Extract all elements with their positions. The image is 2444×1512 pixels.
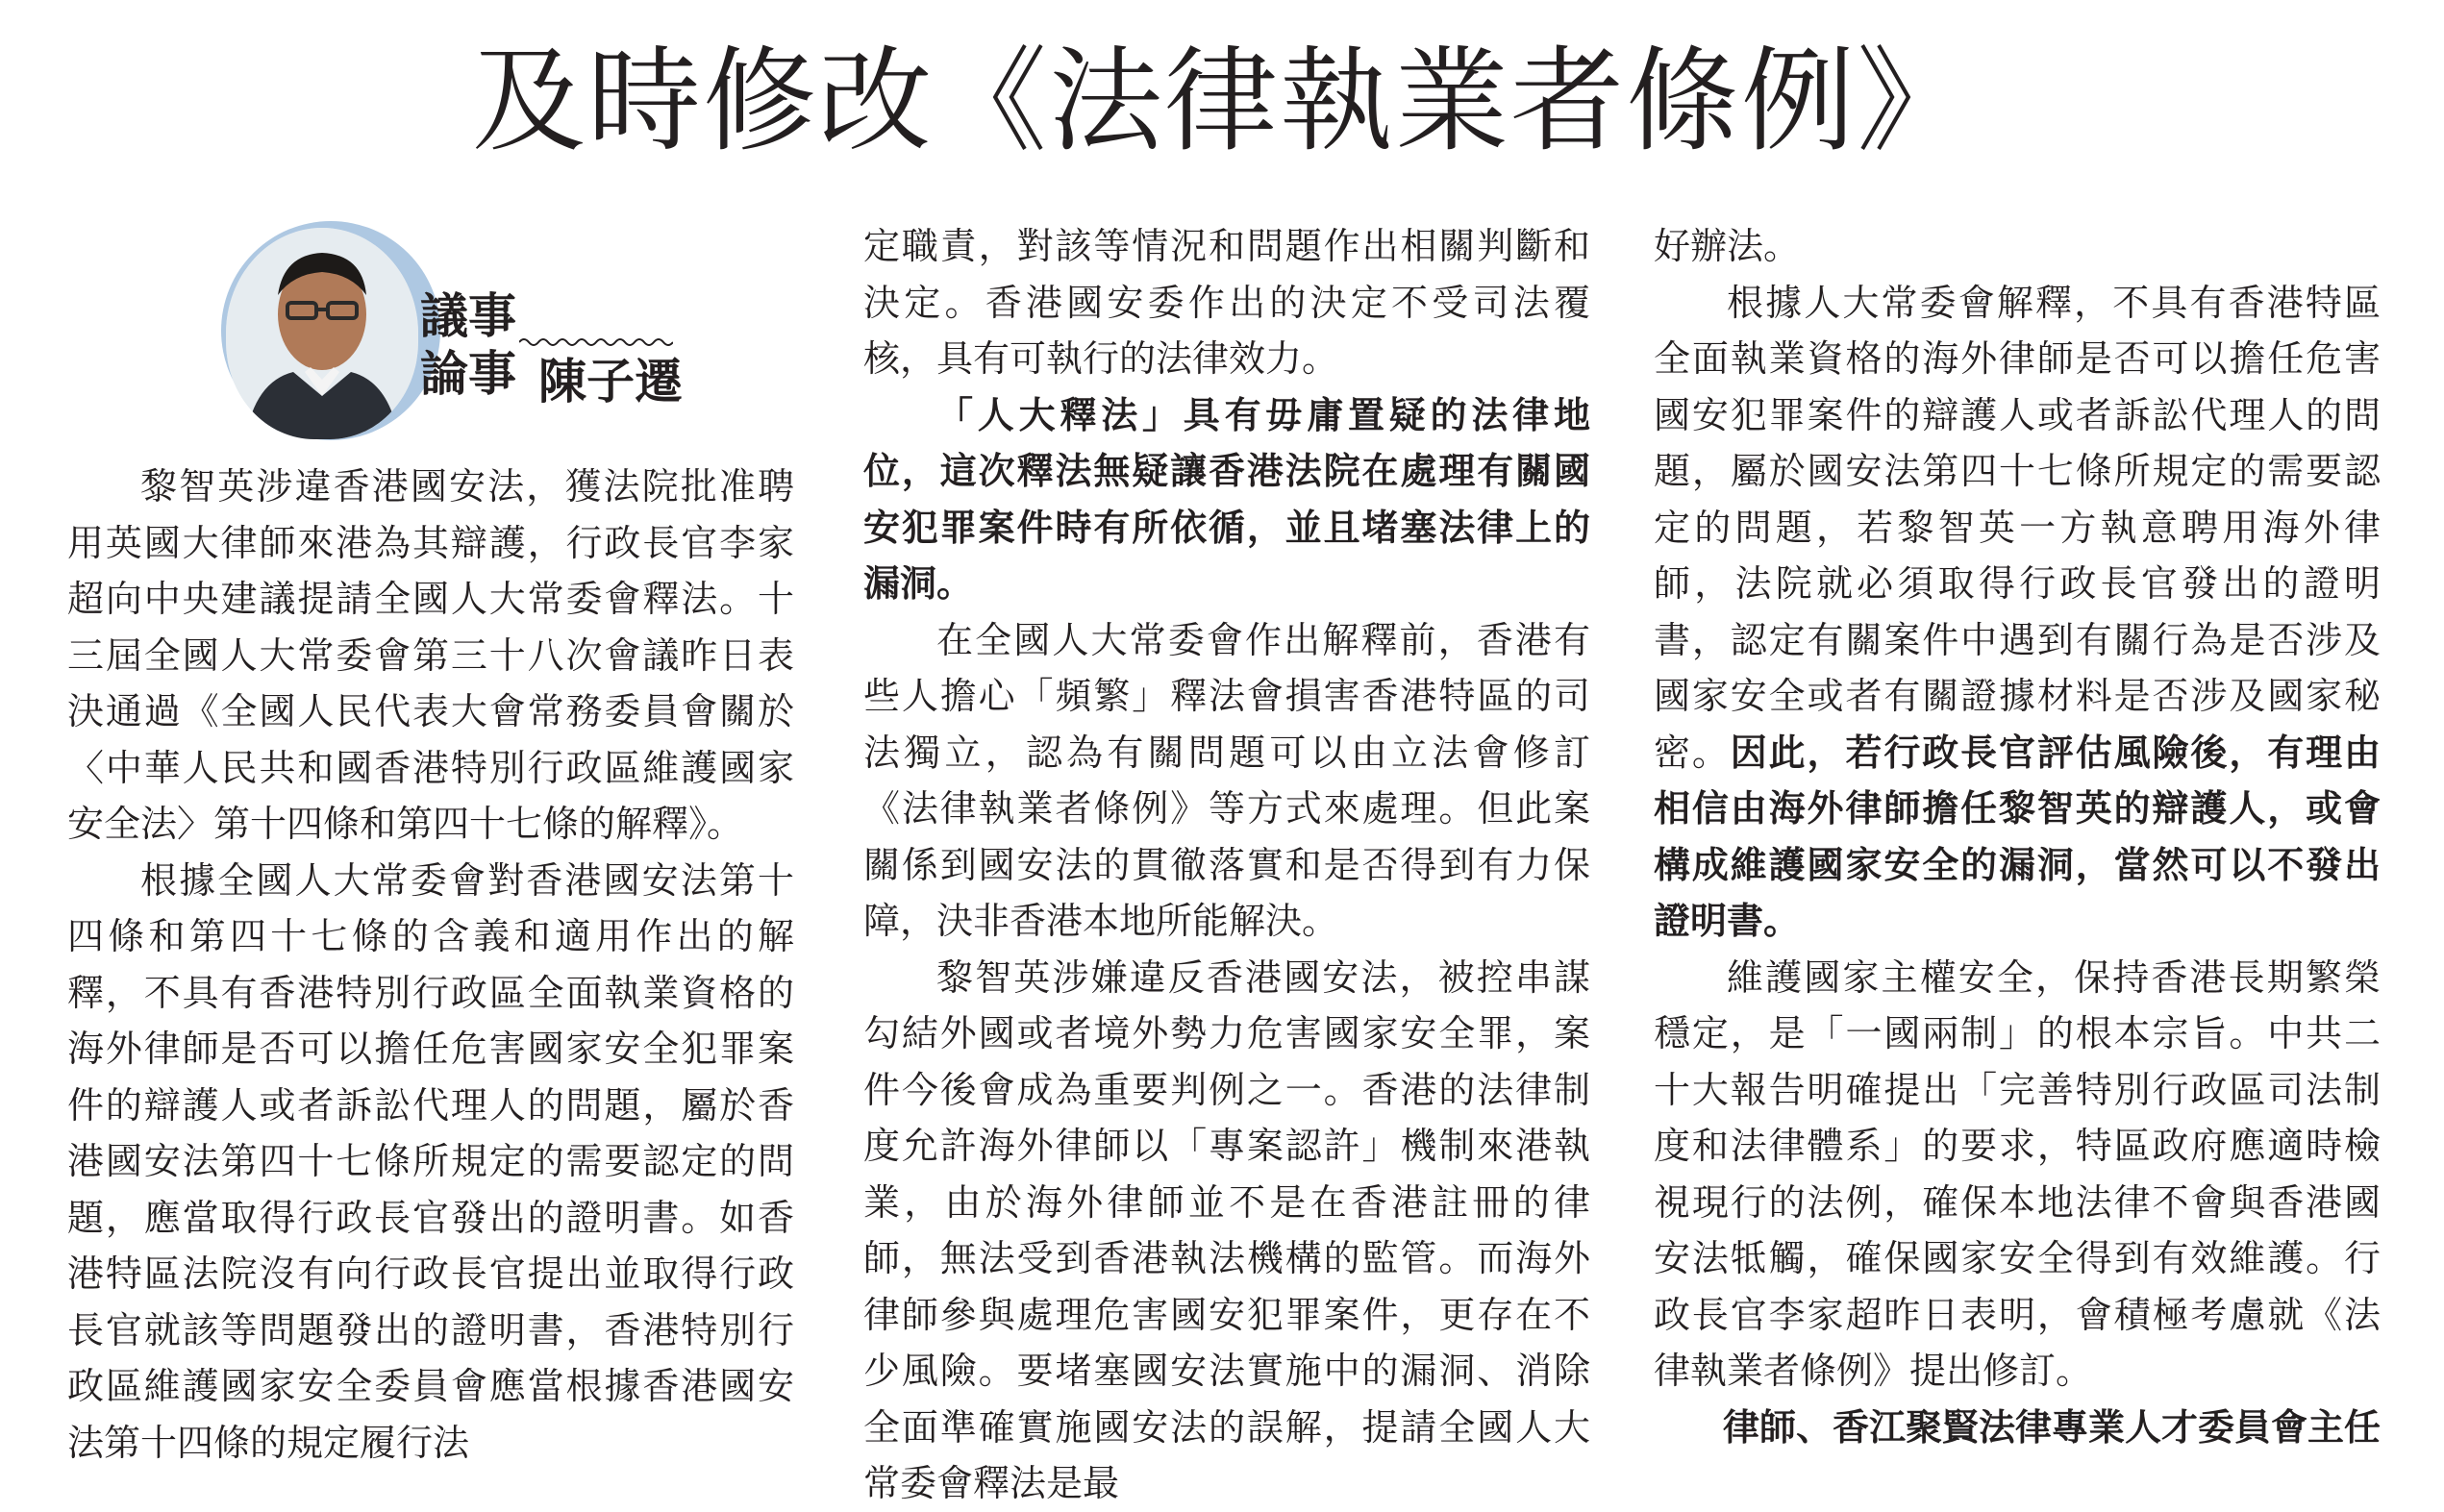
bold-text: 因此，若行政長官評估風險後，有理由相信由海外律師擔任黎智英的辯護人，或會構成維護國家安全的漏洞，當然可以不發出證明書。 [1654,730,2381,942]
author-title: 律師、香江聚賢法律專業人才委員會主任 [1722,1404,2381,1449]
author-portrait [226,228,418,439]
column-2 [863,218,1590,1512]
wavy-divider [519,335,673,349]
column-name-line1: 議事 [420,287,516,344]
column-name-line2: 論事 [420,345,516,402]
paragraph: 在全國人大常委會作出解釋前，香港有些人擔心「頻繁」釋法會損害香港特區的司法獨立，認為有關問題可以由立法會修訂《法律執業者條例》等方式來處理。但此案關係到國安法的貫徹落實和是否得到有力保障，決非香港本地所能解決。 [863,618,1590,942]
paragraph: 黎智英涉嫌違反香港國安法，被控串謀勾結外國或者境外勢力危害國家安全罪，案件今後會成為重要判例之一。香港的法律制度允許海外律師以「專案認許」機制來港執業，由於海外律師並不是在香港註冊的律師，無法受到香港執法機構的監管。而海外律師參與處理危害國安犯罪案件，更存在不少風險。要堵塞國安法實施中的漏洞、消除全面準確實施國安法的誤解，提請全國人大常委會釋法是最 [863,955,1590,1504]
paragraph [1654,275,2381,950]
bold-paragraph: 「人大釋法」具有毋庸置疑的法律地位，這次釋法無疑讓香港法院在處理有關國安犯罪案件時有所依循，並且堵塞法律上的漏洞。 [863,392,1590,605]
paragraph: 黎智英涉違香港國安法，獲法院批准聘用英國大律師來港為其辯護，行政長官李家超向中央建議提請全國人大常委會釋法。十三屆全國人大常委會第三十八次會議昨日表決通過《全國人民代表大會常務委員會關於〈中華人民共和國香港特別行政區維護國家安全法〉第十四條和第四十七條的解釋》。 [67,465,794,845]
paragraph: 維護國家主權安全，保持香港長期繁榮穩定，是「一國兩制」的根本宗旨。中共二十大報告明確提出「完善特別行政區司法制度和法律體系」的要求，特區政府應適時檢視現行的法例，確保本地法律不會與香港國安法牴觸，確保國家安全得到有效維護。行政長官李家超昨日表明，會積極考慮就《法律執業者條例》提出修訂。 [1654,955,2381,1392]
paragraph: 好辦法。 [1654,225,1801,267]
column-header [67,218,794,459]
paragraph: 根據全國人大常委會對香港國安法第十四條和第四十七條的含義和適用作出的解釋，不具有香港特別行政區全面執業資格的海外律師是否可以擔任危害國家安全犯罪案件的辯護人或者訴訟代理人的問題，屬於香港國安法第四十七條所規定的需要認定的問題，應當取得行政長官發出的證明書。如香港特區法院沒有向行政長官提出並取得行政長官就該等問題發出的證明書，香港特別行政區維護國家安全委員會應當根據香港國安法第十四條的規定履行法 [67,858,794,1464]
paragraph: 定職責，對該等情況和問題作出相關判斷和決定。香港國安委作出的決定不受司法覆核，具有可執行的法律效力。 [863,225,1590,380]
column-3 [1654,218,2381,1455]
headline: 及時修改《法律執業者條例》 [471,35,1972,167]
column-name [420,287,516,403]
author-name: 陳子遷 [538,353,683,409]
column-1 [67,218,794,1471]
paragraph-text: 根據人大常委會解釋，不具有香港特區全面執業資格的海外律師是否可以擔任危害國安犯罪案件的辯護人或者訴訟代理人的問題，屬於國安法第四十七條所規定的需要認定的問題，若黎智英一方執意聘用海外律師，法院就必須取得行政長官發出的證明書，認定有關案件中遇到有關行為是否涉及國家安全或者有關證據材料是否涉及國家秘密。 [1654,281,2381,774]
